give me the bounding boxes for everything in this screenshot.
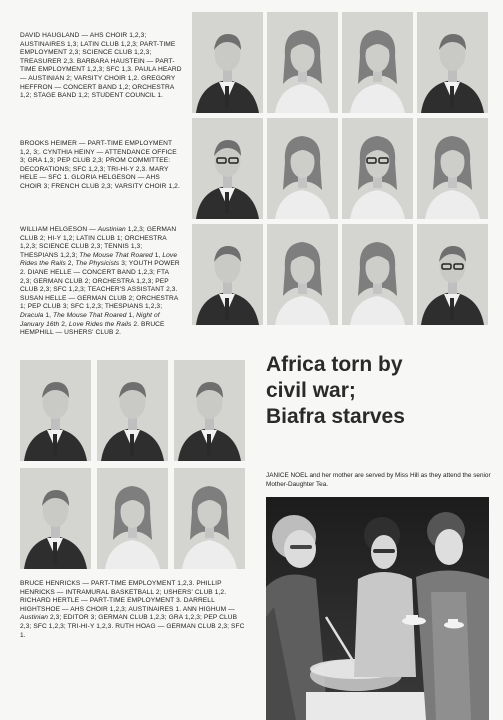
bio-segment: 1,: [126, 311, 137, 319]
bio-text-group4: [20, 580, 250, 640]
title-text: Austinian: [97, 226, 126, 233]
title-text: Austinian: [20, 614, 49, 622]
bio-segment: BRUCE HENRICKS — PART-TIME EMPLOYMENT 1,2,3. PHILLIP HENRICKS — INTRAMURAL BASKETBALL 2; USHERS' CLUB 1,2. RICHARD HERTLE — PART-TIME EMPLOYMENT 3. DARRELL HIGHTSHOE — AHS CHOIR 1,2,3; AUSTINAIRES 1. ANN HIGHUM —: [20, 580, 235, 613]
title-text: The Physicists: [75, 260, 120, 268]
portrait: [417, 118, 488, 219]
photo-caption: JANICE NOEL and her mother are served by Miss Hill as they attend the senior Mother-Daughter Tea.: [266, 472, 491, 488]
portrait: [97, 360, 168, 461]
portrait: [267, 118, 338, 219]
portrait: [192, 224, 263, 325]
portrait: [192, 12, 263, 113]
portrait: [192, 118, 263, 219]
title-text: The Mouse That Roared: [79, 251, 153, 259]
bio-segment: 2,: [59, 320, 69, 328]
bio-segment: 3; YOUTH POWER 2. DIANE HELLE — CONCERT BAND 1,2,3; FTA 2,3; GERMAN CLUB 2; ORCHESTRA 1,2,3; PEP CLUB 2,3; SFC 1,2,3; TEACHER'S ASSISTANT 2,3. SUSAN HELLE — GERMAN CLUB 2; ORCHESTRA 1; PEP CLUB 3; SFC 1,2,3; THESPIANS 1,2,3;: [20, 260, 180, 311]
portrait: [342, 224, 413, 325]
title-text: The Mouse That Roared: [53, 311, 127, 319]
portrait: [417, 12, 488, 113]
title-text: Dracula: [20, 311, 44, 319]
bio-text-group1: [20, 32, 182, 101]
news-headline: Africa torn by civil war; Biafra starves: [266, 353, 405, 428]
portrait: [267, 12, 338, 113]
portrait: [20, 468, 91, 569]
portrait: [267, 224, 338, 325]
bio-segment: 2,: [65, 260, 76, 268]
title-text: Love Rides the Rails: [68, 320, 132, 328]
bio-segment: WILLIAM HELGESON —: [20, 226, 98, 233]
portrait: [97, 468, 168, 569]
portrait: [417, 224, 488, 325]
bio-segment: 1,: [43, 311, 53, 319]
portrait: [174, 468, 245, 569]
bio-segment: DAVID HAUGLAND — AHS CHOIR 1,2,3; AUSTINAIRES 1,3; LATIN CLUB 1,2,3; PART-TIME EMPLOYMENT 2,3; SCIENCE CLUB 1,2,3; TREASURER 2,3. BARBARA HAUSTEIN — PART-TIME EMPLOYMENT 1,2,3; SFC 1,3. PAULA HEARD — AUSTINIAN 2; VARSITY CHOIR 1,2. GREGORY HEFFRON — CONCERT BAND 1,2; ORCHESTRA 1,2; STAGE BAND 1,2; STUDENT COUNCIL 1.: [20, 32, 182, 100]
title-text: Love Rides the Rails: [20, 251, 178, 268]
title-text: Night of January 16th: [20, 311, 160, 328]
mother-daughter-tea-photo: [266, 497, 489, 720]
bio-segment: 1,: [152, 251, 163, 259]
bio-segment: 2. BRUCE HEMPHILL — USHERS' CLUB 2.: [20, 320, 165, 337]
bio-text-group2: [20, 140, 182, 192]
bio-text-group3: [20, 226, 182, 338]
portrait: [342, 118, 413, 219]
portrait: [342, 12, 413, 113]
bio-segment: BROOKS HEIMER — PART-TIME EMPLOYMENT 1,2, 3;. CYNTHIA HEINY — ATTENDANCE OFFICE 3; GRA 1,3; PEP CLUB 2,3; PROM COMMITTEE: DECORATIONS; SFC 1,2,3; TRI-HI-Y 2,3. MARY HELE — SFC 1. GLORIA HELGESON — AHS CHOIR 3; FRENCH CLUB 2,3; VARSITY CHOIR 1,2.: [20, 140, 180, 190]
portrait: [174, 360, 245, 461]
bio-segment: 1,2,3; GERMAN CLUB 2; HI-Y 1,2; LATIN CLUB 1; ORCHESTRA 1,2,3; SCIENCE CLUB 2,3; TENNIS 1,3; THESPIANS 1,2,3;: [20, 226, 177, 259]
bio-segment: 2,3; EDITOR 3; GERMAN CLUB 1,2,3; GRA 1,2,3; PEP CLUB 2,3; SFC 1,2,3; TRI-HI-Y 1,2,3. RUTH HOAG — GERMAN CLUB 2,3; SFC 1.: [20, 614, 245, 639]
portrait: [20, 360, 91, 461]
